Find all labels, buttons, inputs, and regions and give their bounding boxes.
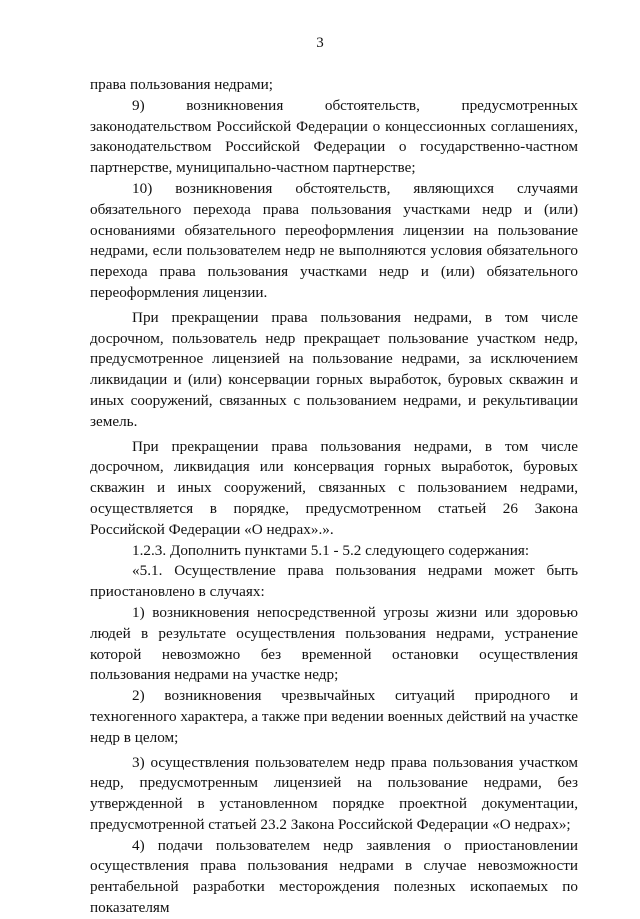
paragraph-suspension-item-2: 2) возникновения чрезвычайных ситуаций природного и техногенного характера, а также при ведении военных действий на участке недр в целом; bbox=[90, 687, 578, 746]
document-body bbox=[90, 75, 578, 919]
paragraph-termination-liquidation: При прекращении права пользования недрами, в том числе досрочном, ликвидация или консервация горных выработок, буровых скважин и иных сооружений, связанных с пользованием недрами, осуществляется в порядке, предусмотренном статьей 26 Закона Российской Федерации «О недрах».». bbox=[90, 437, 578, 538]
paragraph-amendment-1-2-3: 1.2.3. Дополнить пунктами 5.1 - 5.2 следующего содержания: bbox=[132, 541, 530, 559]
paragraph-termination-use: При прекращении права пользования недрами, в том числе досрочном, пользователь недр прекращает пользование участком недр, предусмотренное лицензией на пользование недрами, за исключением ликвидации и (или) консервации горных выработок, буровых скважин и иных сооружений, связанных с пользованием недрами, и рекультивации земель. bbox=[90, 308, 578, 430]
paragraph-suspension-item-4: 4) подачи пользователем недр заявления о приостановлении осуществления права пользования недрами в случае невозможности рентабельной разработки месторождения полезных ископаемых по показателям bbox=[90, 836, 578, 917]
paragraph-clause-5-1: «5.1. Осуществление права пользования недрами может быть приостановлено в случаях: bbox=[90, 562, 578, 601]
paragraph-item-10: 10) возникновения обстоятельств, являющихся случаями обязательного перехода права пользования участками недр и (или) основаниями обязательного переоформления лицензии на пользование недрами, если пользователем недр не выполняются условия обязательного перехода права пользования участками недр и (или) обязательного переоформления лицензии. bbox=[90, 179, 578, 301]
paragraph-suspension-item-1: 1) возникновения непосредственной угрозы жизни или здоровью людей в результате осуществления пользования недрами, устранение которой невозможно без временной остановки осуществления пользования недрами на участке недр; bbox=[90, 603, 578, 684]
paragraph-continuation: права пользования недрами; bbox=[90, 76, 273, 93]
paragraph-item-9: 9) возникновения обстоятельств, предусмотренных законодательством Российской Федерации о концессионных соглашениях, законодательством Российской Федерации о государственно-частном партнерстве, муниципально-частном партнерстве; bbox=[90, 96, 578, 177]
page-number: 3 bbox=[316, 35, 324, 51]
paragraph-suspension-item-3: 3) осуществления пользователем недр права пользования участком недр, предусмотренным лицензией на пользование недрами, без утвержденной в установленном порядке проектной документации, предусмотренной статьей 23.2 Закона Российской Федерации «О недрах»; bbox=[90, 753, 578, 833]
